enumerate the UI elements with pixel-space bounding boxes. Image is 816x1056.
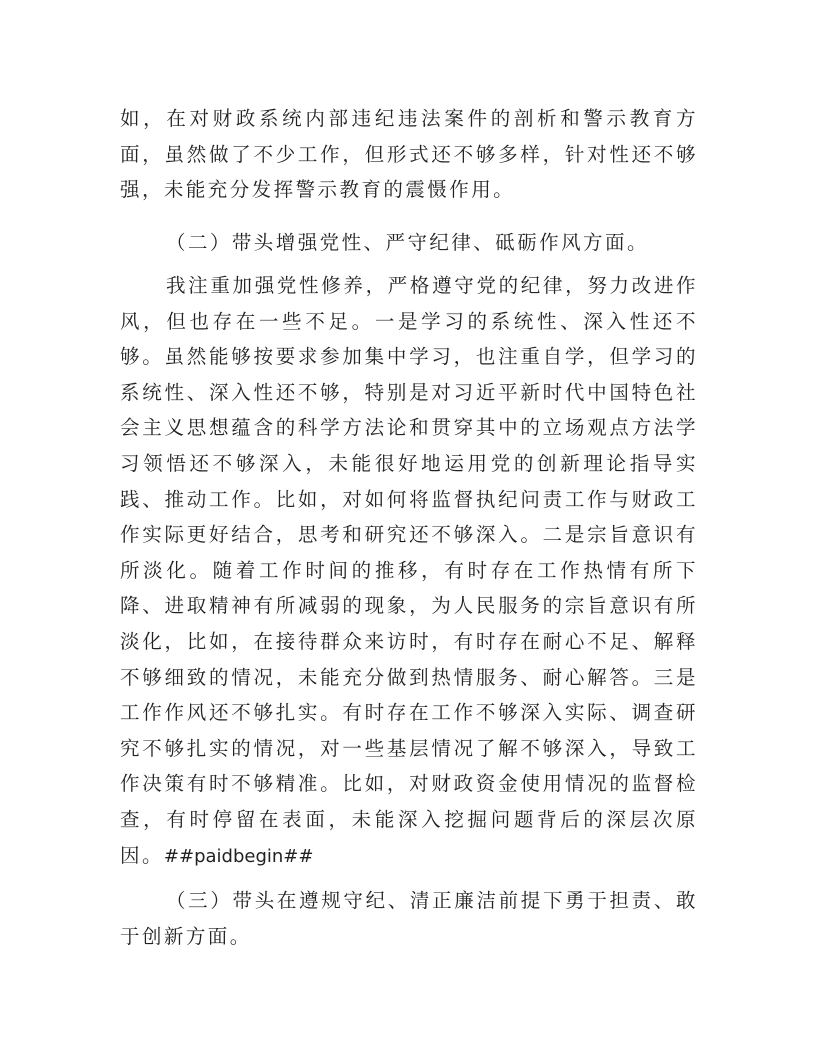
paragraph-warning-education: 如，在对财政系统内部违纪违法案件的剖析和警示教育方面，虽然做了不少工作，但形式还不够多样，针对性还不够强，未能充分发挥警示教育的震慑作用。 xyxy=(120,107,698,202)
paragraph-body: 我注重加强党性修养，严格遵守党的纪律，努力改进作风，但也存在一些不足。一是学习的系统性、深入性还不够。虽然能够按要求参加集中学习，也注重自学，但学习的系统性、深入性还不够，特别是对习近平新时代中国特色社会主义思想蕴含的科学方法论和贯穿其中的立场观点方法学习领悟还不够深入，未能很好地运用党的创新理论指导实践、推动工作。比如，对如何将监督执纪问责工作与财政工作实际更好结合，思考和研究还不够深入。二是宗旨意识有所淡化。随着工作时间的推移，有时存在工作热情有所下降、进取精神有所减弱的现象，为人民服务的宗旨意识有所淡化，比如，在接待群众来访时，有时存在耐心不足、解释不够细致的情况，未能充分做到热情服务、耐心解答。三是工作作风还不够扎实。有时存在工作不够深入实际、调查研究不够扎实的情况，对一些基层情况了解不够深入，导致工作决策有时不够精准。比如，对财政资金使用情况的监督检查，有时停留在表面，未能深入挖掘问题背后的深层次原因。 xyxy=(120,274,698,867)
section-heading-three: （三）带头在遵规守纪、清正廉洁前提下勇于担责、敢于创新方面。 xyxy=(120,889,698,948)
paid-begin-marker: ##paidbegin## xyxy=(163,845,314,867)
section-heading-two: （二）带头增强党性、严守纪律、砥砺作风方面。 xyxy=(166,231,649,254)
paragraph-party-discipline xyxy=(120,268,698,874)
